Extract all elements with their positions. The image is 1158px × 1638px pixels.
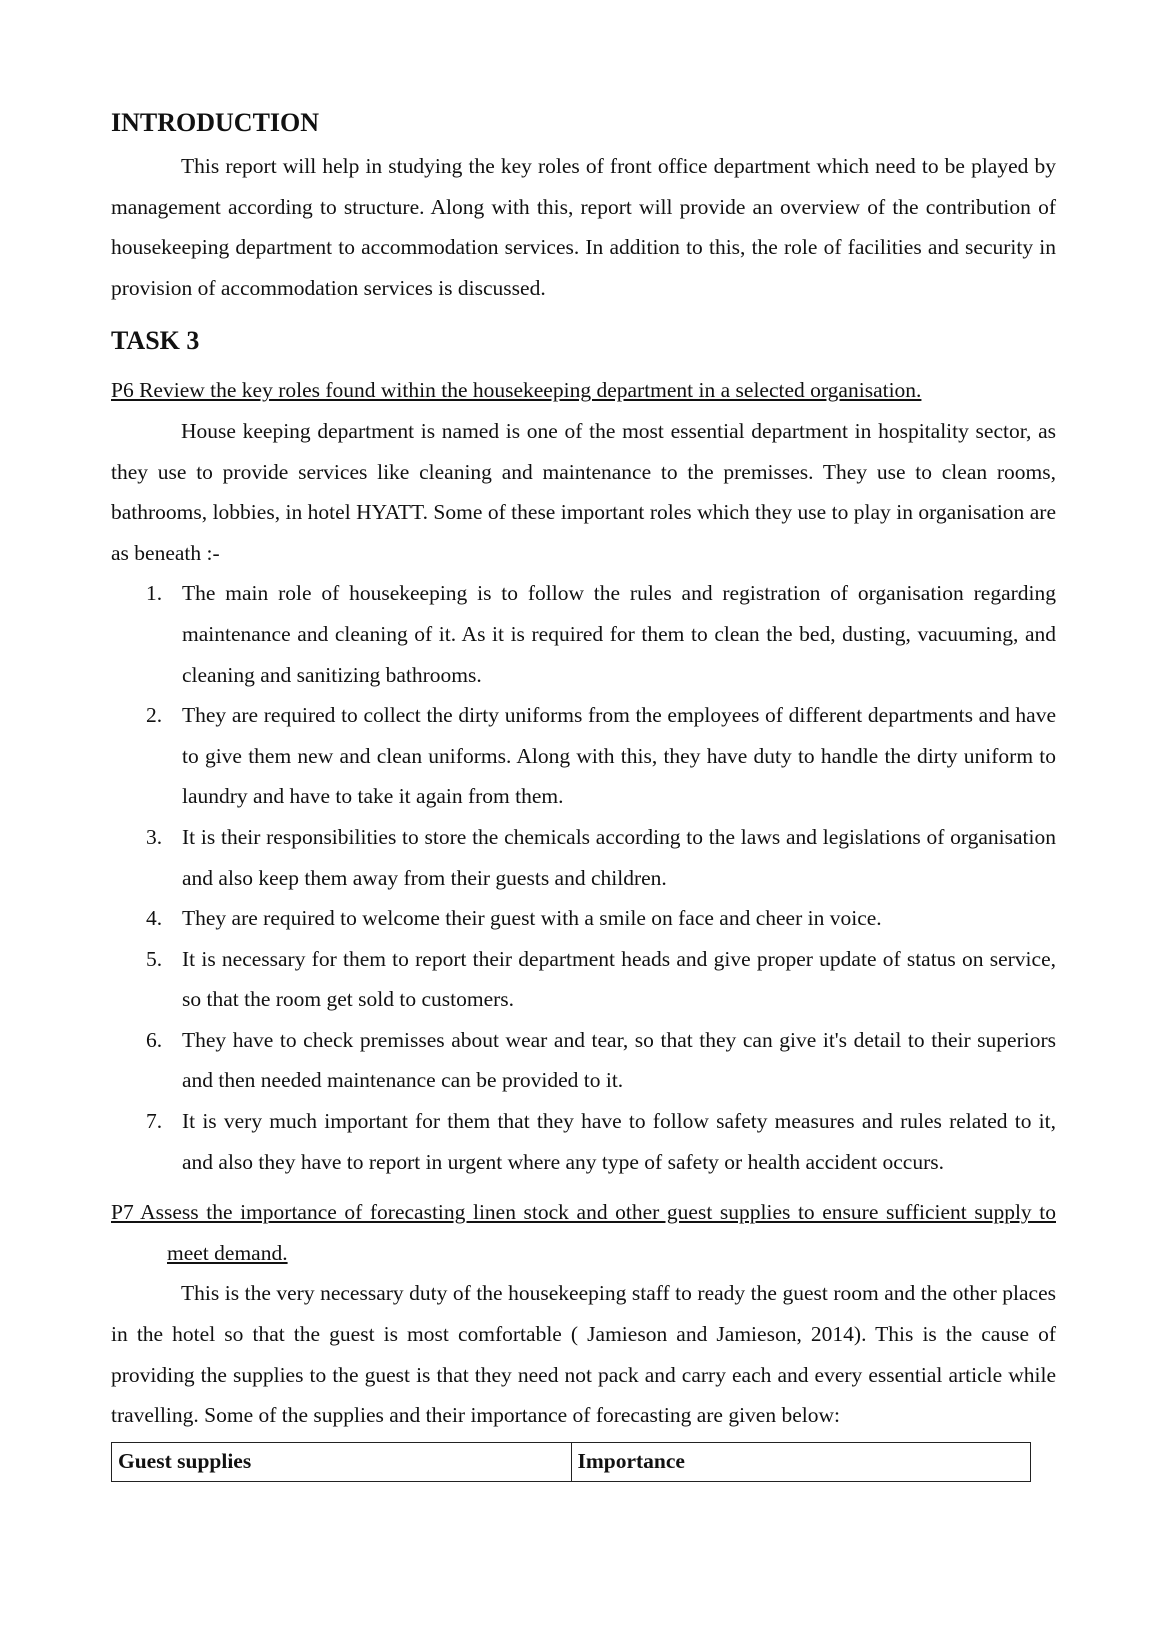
list-item-text: It is their responsibilities to store the chemicals according to the laws and legislations of organisation and also keep them away from their guests and children. <box>182 824 1056 890</box>
table-header-importance: Importance <box>571 1442 1031 1481</box>
list-number: 4. <box>146 906 163 931</box>
list-number: 3. <box>146 824 163 849</box>
list-item-text: It is very much important for them that they have to follow safety measures and rules related to it, and also they have to report in urgent where any type of safety or health accident occurs. <box>182 1109 1056 1174</box>
list-item <box>111 573 1056 695</box>
task3-heading: TASK 3 <box>111 326 200 356</box>
list-item-text: It is necessary for them to report their department heads and give proper update of status on service, so that the room get sold to customers. <box>182 946 1056 1012</box>
table-header-guest-supplies: Guest supplies <box>112 1442 572 1481</box>
intro-heading: INTRODUCTION <box>111 108 320 137</box>
list-number: 5. <box>146 946 163 971</box>
list-item <box>111 695 1056 817</box>
intro-paragraph: This report will help in studying the key roles of front office department which need to be played by management according to structure. Along with this, report will provide an overview of the contribution of housekeeping department to accommodation services. In addition to this, the role of facilities and security in provision of accommodation services is discussed. <box>111 154 1056 300</box>
list-number: 1. <box>146 581 163 606</box>
list-item <box>111 898 1056 939</box>
list-item-text: They are required to welcome their guest with a smile on face and cheer in voice. <box>182 906 882 931</box>
table-header-row <box>112 1442 1031 1481</box>
list-item <box>111 1020 1056 1101</box>
list-item <box>111 817 1056 898</box>
list-item-text: They have to check premisses about wear and tear, so that they can give it's detail to their superiors and then needed maintenance can be provided to it. <box>182 1027 1056 1093</box>
list-item-text: They are required to collect the dirty uniforms from the employees of different departments and have to give them new and clean uniforms. Along with this, they have duty to handle the dirty uniform to laundry and have to take it again from them. <box>182 703 1056 809</box>
list-item <box>111 1101 1056 1182</box>
document-content <box>111 106 1056 1482</box>
roles-list <box>111 573 1056 1182</box>
list-number: 7. <box>146 1109 163 1134</box>
list-item <box>111 939 1056 1020</box>
p6-paragraph: House keeping department is named is one of the most essential department in hospitality sector, as they use to provide services like cleaning and maintenance to the premisses. They use to clean rooms, bathrooms, lobbies, in hotel HYATT. Some of these important roles which they use to play in organisation are as beneath :- <box>111 418 1056 565</box>
list-number: 2. <box>146 703 163 728</box>
list-number: 6. <box>146 1027 163 1052</box>
list-item-text: The main role of housekeeping is to follow the rules and registration of organisation regarding maintenance and cleaning of it. As it is required for them to clean the bed, dusting, vacuuming, and cleaning and sanitizing bathrooms. <box>182 581 1056 687</box>
p7-title: P7 Assess the importance of forecasting linen stock and other guest supplies to ensure sufficient supply to meet demand. <box>111 1200 1056 1265</box>
guest-supplies-table <box>111 1442 1031 1482</box>
p7-paragraph: This is the very necessary duty of the housekeeping staff to ready the guest room and the other places in the hotel so that the guest is most comfortable ( Jamieson and Jamieson, 2014). This is the cause of providing the supplies to the guest is that they need not pack and carry each and every essential article while travelling. Some of the supplies and their importance of forecasting are given below: <box>111 1281 1056 1428</box>
p6-title: P6 Review the key roles found within the housekeeping department in a selected organisation. <box>111 378 922 403</box>
